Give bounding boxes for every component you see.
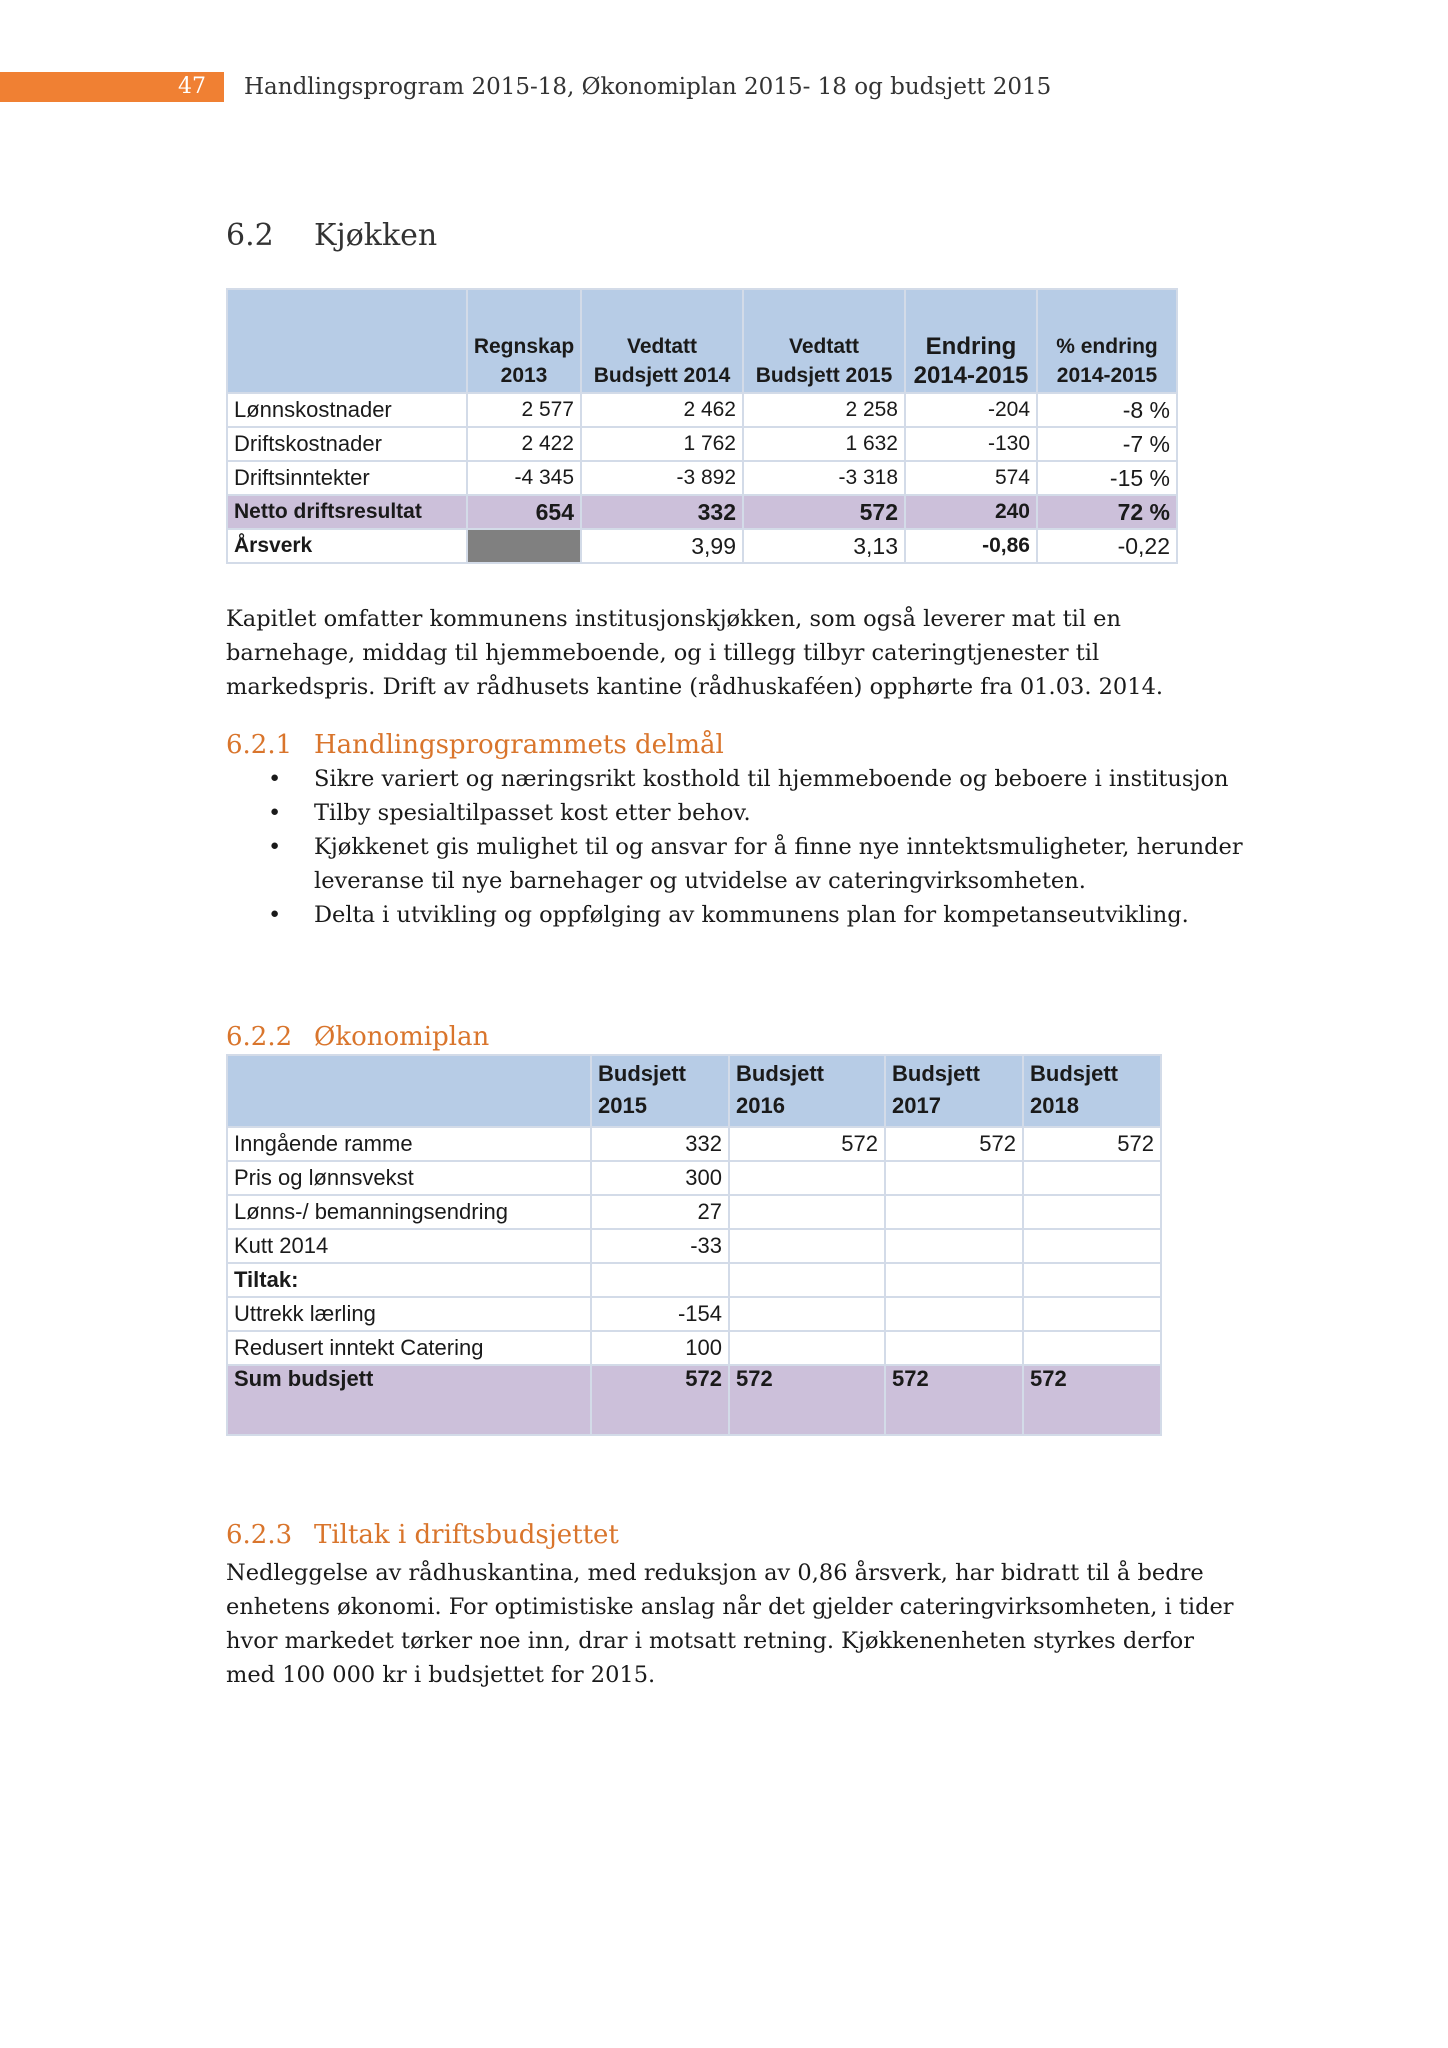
table-row: [227, 1195, 1161, 1229]
table-header-cell: Endring 2014-2015: [905, 289, 1037, 393]
table-cell: 654: [467, 495, 581, 529]
row-label: Lønns-/ bemanningsendring: [227, 1195, 591, 1229]
table-cell: [729, 1161, 885, 1195]
table-cell: -3 318: [743, 461, 905, 495]
bullet-icon: •: [268, 834, 282, 860]
table-cell: 2 577: [467, 393, 581, 427]
subsection-heading: [226, 1520, 619, 1550]
intro-paragraph: Kapitlet omfatter kommunens institusjonskjøkken, som også leverer mat til en barnehage, middag til hjemmeboende, og i tillegg tilbyr cateringtjenester til markedspris. Drift av rådhusets kantine (rådhuskaféen) opphørte fra 01.03. 2014.: [226, 606, 1164, 700]
subsection-title: Handlingsprogrammets delmål: [314, 730, 724, 760]
table-row: [227, 427, 1177, 461]
table-cell: [1023, 1263, 1161, 1297]
row-label: Inngående ramme: [227, 1127, 591, 1161]
section-heading: [226, 218, 437, 253]
table-header-cell: Vedtatt Budsjett 2014: [581, 289, 743, 393]
list-item: [226, 830, 1246, 898]
table-cell: 27: [591, 1195, 729, 1229]
row-label: Tiltak:: [227, 1263, 591, 1297]
table-cell: -8 %: [1037, 393, 1177, 427]
section-title: Kjøkken: [314, 218, 438, 253]
table-row: [227, 393, 1177, 427]
table-cell: 572: [885, 1127, 1023, 1161]
table-cell: -0,86: [905, 529, 1037, 563]
table-cell: [729, 1195, 885, 1229]
subsection-title: Tiltak i driftsbudsjettet: [314, 1520, 619, 1550]
table-cell: [1023, 1161, 1161, 1195]
table-cell: 574: [905, 461, 1037, 495]
table-cell: 3,99: [581, 529, 743, 563]
table-row: [227, 529, 1177, 563]
bullet-icon: •: [268, 902, 282, 928]
table-cell: -33: [591, 1229, 729, 1263]
subsection-number: 6.2.1: [226, 730, 293, 760]
bullet-icon: •: [268, 766, 282, 792]
document-title: Handlingsprogram 2015-18, Økonomiplan 2015- 18 og budsjett 2015: [244, 74, 1052, 100]
subsection-number: 6.2.2: [226, 1022, 293, 1052]
row-label: Driftsinntekter: [227, 461, 467, 495]
table-cell: [885, 1195, 1023, 1229]
list-item: [226, 762, 1246, 796]
table-cell: [885, 1263, 1023, 1297]
table-row: [227, 461, 1177, 495]
empty-shaded-cell: [467, 529, 581, 563]
table-cell: -204: [905, 393, 1037, 427]
table-cell: 572: [743, 495, 905, 529]
table-cell: [1023, 1195, 1161, 1229]
economic-plan-table: [226, 1054, 1162, 1436]
table-header-cell: Budsjett 2017: [885, 1055, 1023, 1127]
table-cell: [729, 1297, 885, 1331]
goal-text: Kjøkkenet gis mulighet til og ansvar for å finne nye inntektsmuligheter, herunder leveranse til nye barnehager og utvidelse av cateringvirksomheten.: [314, 834, 1243, 894]
table-cell: 3,13: [743, 529, 905, 563]
table-cell: -3 892: [581, 461, 743, 495]
table-cell: [1023, 1331, 1161, 1365]
table-cell: 572: [591, 1365, 729, 1435]
table-cell: [885, 1229, 1023, 1263]
table-header-cell: [227, 1055, 591, 1127]
table-cell: [729, 1331, 885, 1365]
table-header-row: [227, 289, 1177, 393]
subsection-heading: [226, 730, 724, 760]
table-cell: -0,22: [1037, 529, 1177, 563]
row-label: Driftskostnader: [227, 427, 467, 461]
table-cell: 572: [1023, 1365, 1161, 1435]
goal-text: Tilby spesialtilpasset kost etter behov.: [314, 800, 751, 826]
table-cell: [729, 1229, 885, 1263]
table-header-cell: Budsjett 2018: [1023, 1055, 1161, 1127]
table-cell: 572: [1023, 1127, 1161, 1161]
table-cell: [1023, 1297, 1161, 1331]
bullet-icon: •: [268, 800, 282, 826]
table-header-cell: [227, 289, 467, 393]
table-row: [227, 1263, 1161, 1297]
table-header-cell: Budsjett 2015: [591, 1055, 729, 1127]
table-cell: 72 %: [1037, 495, 1177, 529]
table-cell: 332: [581, 495, 743, 529]
row-label: Netto driftsresultat: [227, 495, 467, 529]
table-header-cell: Vedtatt Budsjett 2015: [743, 289, 905, 393]
table-cell: [885, 1161, 1023, 1195]
table-cell: 332: [591, 1127, 729, 1161]
list-item: [226, 796, 1246, 830]
goals-list: [226, 762, 1246, 932]
section-number: 6.2: [226, 218, 274, 253]
table-cell: 2 462: [581, 393, 743, 427]
table-row: [227, 1229, 1161, 1263]
table-header-row: [227, 1055, 1161, 1127]
table-cell: [591, 1263, 729, 1297]
row-label: Kutt 2014: [227, 1229, 591, 1263]
budget-summary-table: [226, 288, 1178, 564]
table-cell: [885, 1297, 1023, 1331]
table-cell: -154: [591, 1297, 729, 1331]
table-row: [227, 1331, 1161, 1365]
page-number: 47: [178, 74, 206, 99]
table-cell: -15 %: [1037, 461, 1177, 495]
table-row: [227, 1127, 1161, 1161]
table-row-total: [227, 495, 1177, 529]
table-row-total: [227, 1365, 1161, 1435]
table-header-cell: % endring 2014-2015: [1037, 289, 1177, 393]
table-header-cell: Budsjett 2016: [729, 1055, 885, 1127]
row-label: Sum budsjett: [227, 1365, 591, 1435]
row-label: Lønnskostnader: [227, 393, 467, 427]
table-cell: 100: [591, 1331, 729, 1365]
subsection-number: 6.2.3: [226, 1520, 293, 1550]
table-cell: 1 632: [743, 427, 905, 461]
table-cell: -4 345: [467, 461, 581, 495]
table-cell: [729, 1263, 885, 1297]
table-cell: [1023, 1229, 1161, 1263]
subsection-title: Økonomiplan: [314, 1022, 490, 1052]
measures-paragraph: Nedleggelse av rådhuskantina, med reduksjon av 0,86 årsverk, har bidratt til å bedre enhetens økonomi. For optimistiske anslag når det gjelder cateringvirksomheten, i tider hvor markedet tørker noe inn, drar i motsatt retning. Kjøkkenenheten styrkes derfor med 100 000 kr i budsjettet for 2015.: [226, 1560, 1234, 1688]
goal-text: Sikre variert og næringsrikt kosthold til hjemmeboende og beboere i institusjon: [314, 766, 1229, 792]
table-cell: 240: [905, 495, 1037, 529]
table-cell: 300: [591, 1161, 729, 1195]
subsection-heading: [226, 1022, 489, 1052]
table-cell: 1 762: [581, 427, 743, 461]
list-item: [226, 898, 1246, 932]
table-row: [227, 1297, 1161, 1331]
table-cell: 2 258: [743, 393, 905, 427]
row-label: Redusert inntekt Catering: [227, 1331, 591, 1365]
goal-text: Delta i utvikling og oppfølging av kommunens plan for kompetanseutvikling.: [314, 902, 1189, 928]
row-label: Uttrekk lærling: [227, 1297, 591, 1331]
row-label: Pris og lønnsvekst: [227, 1161, 591, 1195]
table-header-cell: Regnskap 2013: [467, 289, 581, 393]
table-cell: -130: [905, 427, 1037, 461]
table-cell: 572: [729, 1127, 885, 1161]
table-cell: 572: [729, 1365, 885, 1435]
table-row: [227, 1161, 1161, 1195]
table-cell: 572: [885, 1365, 1023, 1435]
table-cell: 2 422: [467, 427, 581, 461]
table-cell: [885, 1331, 1023, 1365]
row-label: Årsverk: [227, 529, 467, 563]
table-cell: -7 %: [1037, 427, 1177, 461]
